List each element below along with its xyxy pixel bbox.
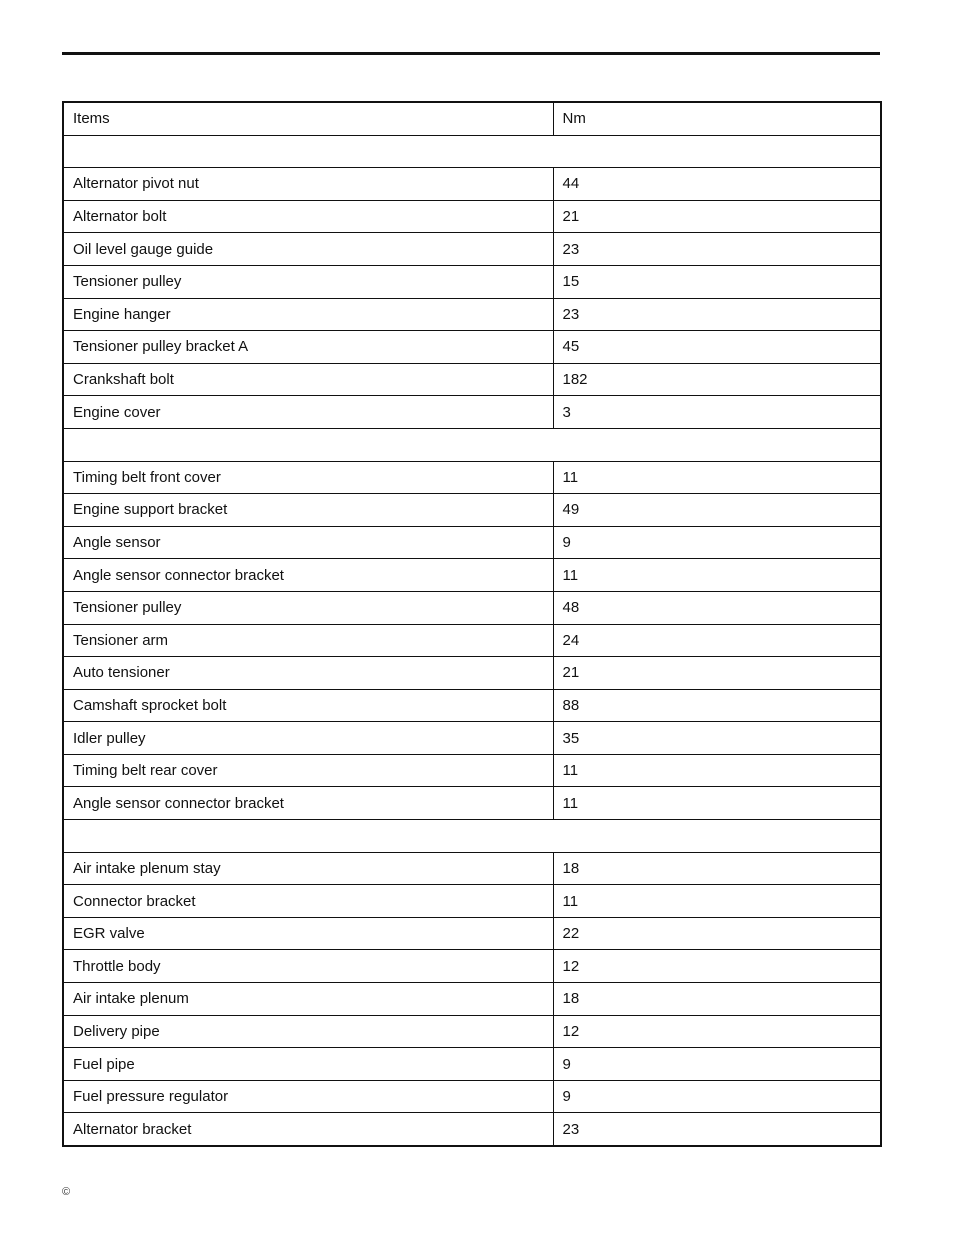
table-row xyxy=(63,950,881,983)
torque-value-cell: 23 xyxy=(553,233,881,266)
torque-value-cell: 35 xyxy=(553,722,881,755)
item-cell: Air intake plenum stay xyxy=(63,852,553,885)
item-cell: Engine support bracket xyxy=(63,494,553,527)
item-cell: Air intake plenum xyxy=(63,983,553,1016)
table-row xyxy=(63,559,881,592)
item-cell: Tensioner pulley xyxy=(63,591,553,624)
table-body xyxy=(63,135,881,1146)
header-rule xyxy=(62,52,880,55)
copyright-notice: © xyxy=(62,1186,71,1198)
torque-value-cell: 11 xyxy=(553,787,881,820)
torque-spec-table xyxy=(62,101,882,1147)
section-row xyxy=(63,135,881,168)
table-row xyxy=(63,265,881,298)
table-row xyxy=(63,885,881,918)
item-cell: Tensioner arm xyxy=(63,624,553,657)
item-cell: Alternator pivot nut xyxy=(63,168,553,201)
table-row xyxy=(63,396,881,429)
column-header-nm: Nm xyxy=(553,102,881,135)
section-label xyxy=(63,820,881,853)
table-row xyxy=(63,1113,881,1146)
torque-value-cell: 3 xyxy=(553,396,881,429)
table-row xyxy=(63,917,881,950)
item-cell: Idler pulley xyxy=(63,722,553,755)
item-cell: Engine hanger xyxy=(63,298,553,331)
item-cell: EGR valve xyxy=(63,917,553,950)
table-row xyxy=(63,689,881,722)
item-cell: Camshaft sprocket bolt xyxy=(63,689,553,722)
table-row xyxy=(63,754,881,787)
torque-value-cell: 22 xyxy=(553,917,881,950)
torque-value-cell: 12 xyxy=(553,950,881,983)
torque-value-cell: 21 xyxy=(553,657,881,690)
torque-value-cell: 48 xyxy=(553,591,881,624)
table-row xyxy=(63,1015,881,1048)
torque-value-cell: 23 xyxy=(553,298,881,331)
torque-value-cell: 11 xyxy=(553,461,881,494)
table-row xyxy=(63,168,881,201)
torque-value-cell: 21 xyxy=(553,200,881,233)
section-row xyxy=(63,820,881,853)
table-row xyxy=(63,787,881,820)
item-cell: Delivery pipe xyxy=(63,1015,553,1048)
table-row xyxy=(63,1080,881,1113)
torque-value-cell: 11 xyxy=(553,754,881,787)
table-row xyxy=(63,657,881,690)
section-label xyxy=(63,428,881,461)
section-label xyxy=(63,135,881,168)
torque-value-cell: 12 xyxy=(553,1015,881,1048)
item-cell: Fuel pressure regulator xyxy=(63,1080,553,1113)
table-row xyxy=(63,526,881,559)
item-cell: Angle sensor connector bracket xyxy=(63,559,553,592)
item-cell: Angle sensor connector bracket xyxy=(63,787,553,820)
item-cell: Connector bracket xyxy=(63,885,553,918)
table-row xyxy=(63,461,881,494)
item-cell: Angle sensor xyxy=(63,526,553,559)
table-header-row xyxy=(63,102,881,135)
torque-value-cell: 9 xyxy=(553,1048,881,1081)
item-cell: Tensioner pulley xyxy=(63,265,553,298)
table-row xyxy=(63,233,881,266)
torque-value-cell: 44 xyxy=(553,168,881,201)
torque-value-cell: 9 xyxy=(553,526,881,559)
item-cell: Oil level gauge guide xyxy=(63,233,553,266)
table-row xyxy=(63,200,881,233)
torque-value-cell: 9 xyxy=(553,1080,881,1113)
item-cell: Alternator bracket xyxy=(63,1113,553,1146)
item-cell: Timing belt front cover xyxy=(63,461,553,494)
item-cell: Crankshaft bolt xyxy=(63,363,553,396)
table-row xyxy=(63,591,881,624)
item-cell: Fuel pipe xyxy=(63,1048,553,1081)
item-cell: Throttle body xyxy=(63,950,553,983)
item-cell: Timing belt rear cover xyxy=(63,754,553,787)
table-row xyxy=(63,331,881,364)
torque-value-cell: 23 xyxy=(553,1113,881,1146)
table-row xyxy=(63,363,881,396)
torque-value-cell: 45 xyxy=(553,331,881,364)
table-row xyxy=(63,852,881,885)
torque-value-cell: 24 xyxy=(553,624,881,657)
item-cell: Tensioner pulley bracket A xyxy=(63,331,553,364)
table-row xyxy=(63,983,881,1016)
table-row xyxy=(63,722,881,755)
torque-value-cell: 18 xyxy=(553,983,881,1016)
table-row xyxy=(63,1048,881,1081)
table-row xyxy=(63,624,881,657)
section-row xyxy=(63,428,881,461)
torque-value-cell: 88 xyxy=(553,689,881,722)
table-row xyxy=(63,298,881,331)
table-row xyxy=(63,494,881,527)
item-cell: Engine cover xyxy=(63,396,553,429)
column-header-items: Items xyxy=(63,102,553,135)
torque-value-cell: 15 xyxy=(553,265,881,298)
torque-value-cell: 18 xyxy=(553,852,881,885)
item-cell: Auto tensioner xyxy=(63,657,553,690)
torque-value-cell: 49 xyxy=(553,494,881,527)
torque-value-cell: 11 xyxy=(553,885,881,918)
item-cell: Alternator bolt xyxy=(63,200,553,233)
torque-value-cell: 11 xyxy=(553,559,881,592)
torque-value-cell: 182 xyxy=(553,363,881,396)
